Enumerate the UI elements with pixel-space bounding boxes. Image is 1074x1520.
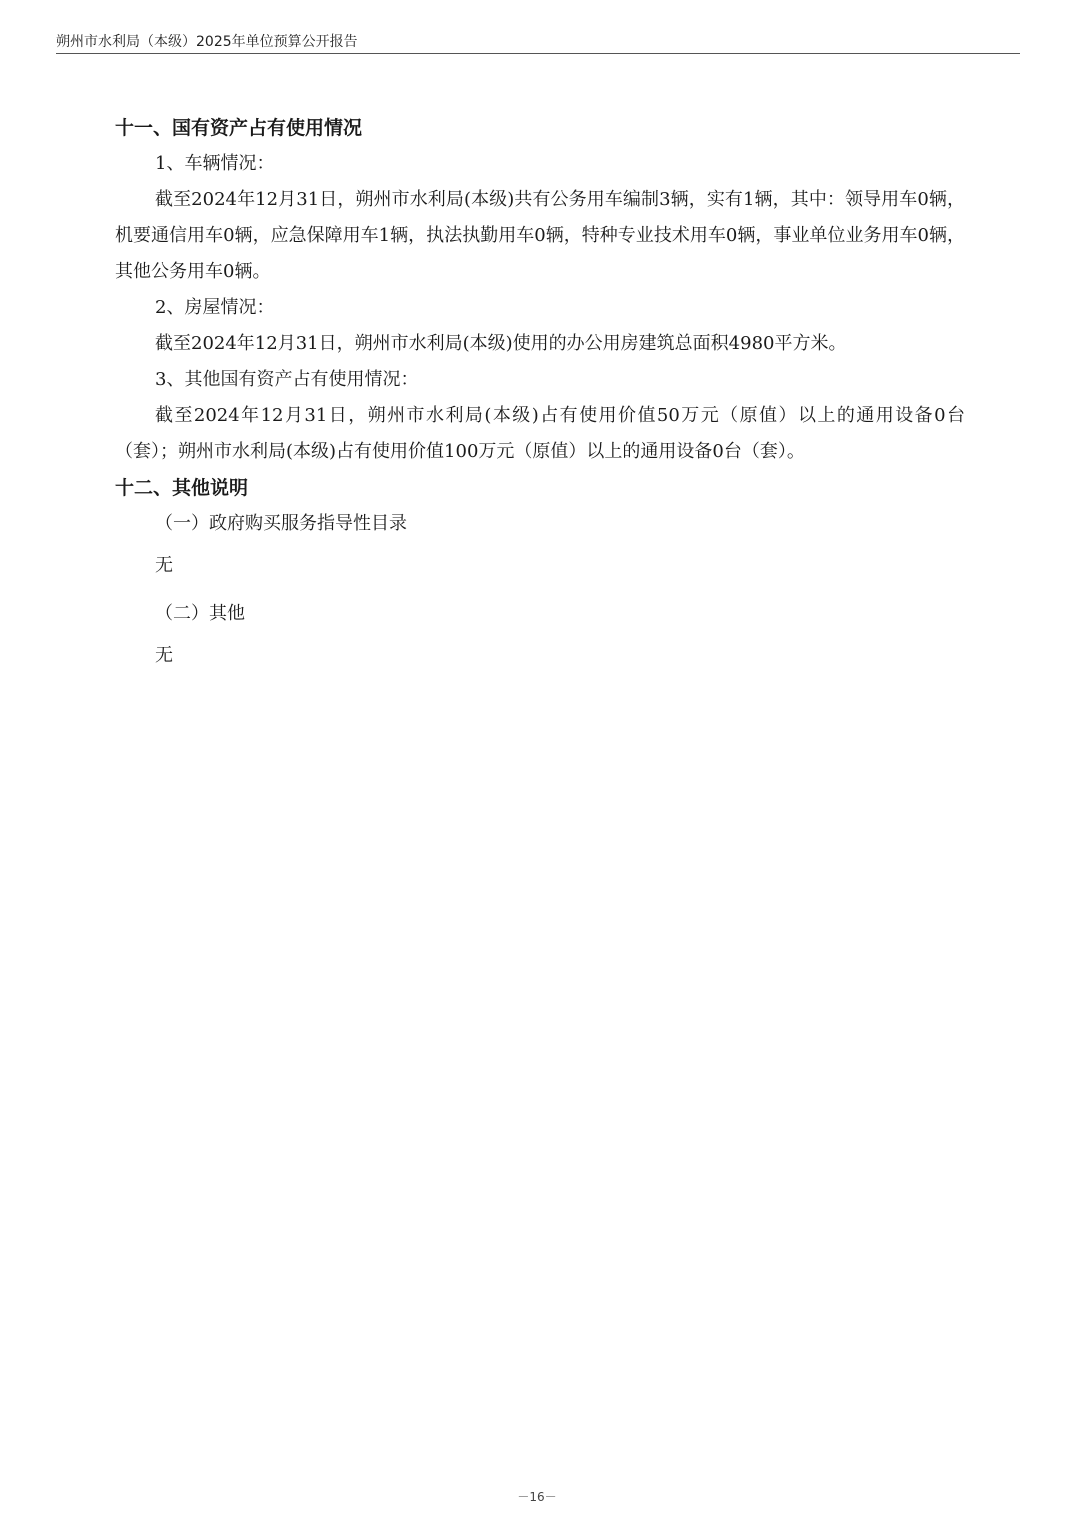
header-divider xyxy=(56,53,1020,54)
other-heading: （二）其他 xyxy=(155,603,245,624)
section-12-heading: 十二、其他说明 xyxy=(115,477,249,499)
page-header-title: 朔州市水利局（本级）2025年单位预算公开报告 xyxy=(56,34,358,50)
other-assets-heading: 3、其他国有资产占有使用情况： xyxy=(155,369,419,390)
housing-paragraph: 截至2024年12月31日，朔州市水利局(本级)使用的办公用房建筑总面积4980平方米。 xyxy=(155,333,847,354)
gov-purchase-text: 无 xyxy=(155,555,173,576)
other-text: 无 xyxy=(155,645,173,666)
housing-heading: 2、房屋情况： xyxy=(155,297,275,318)
other-assets-paragraph: 截至2024年12月31日，朔州市水利局(本级)占有使用价值50万元（原值）以上的通用设备0台（套）；朔州市水利局(本级)占有使用价值100万元（原值）以上的通用设备0台（套）。 xyxy=(115,405,965,462)
page-number: －16－ xyxy=(517,1490,557,1504)
section-11-heading: 十一、国有资产占有使用情况 xyxy=(115,117,363,139)
page-body xyxy=(115,110,965,680)
vehicles-heading: 1、车辆情况： xyxy=(155,153,275,174)
gov-purchase-heading: （一）政府购买服务指导性目录 xyxy=(155,513,407,534)
vehicles-paragraph: 截至2024年12月31日，朔州市水利局(本级)共有公务用车编制3辆，实有1辆，其中：领导用车0辆，机要通信用车0辆，应急保障用车1辆，执法执勤用车0辆，特种专业技术用车0辆，事业单位业务用车0辆，其他公务用车0辆。 xyxy=(115,189,965,282)
